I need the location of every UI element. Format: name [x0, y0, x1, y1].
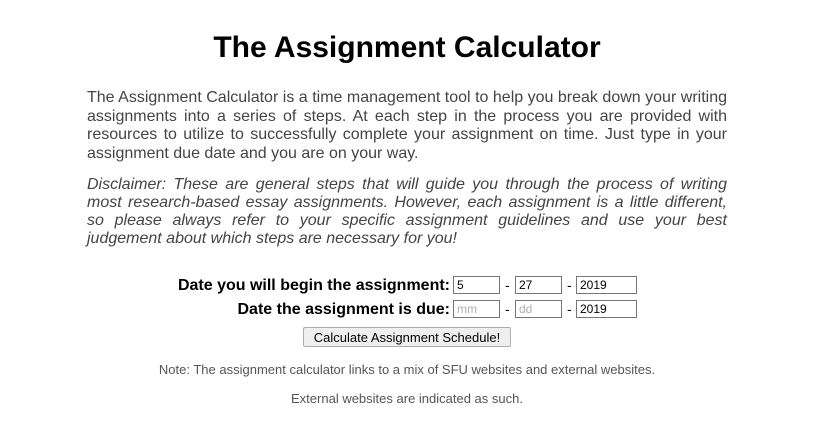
disclaimer-paragraph: Disclaimer: These are general steps that will guide you through the process of writing most research-based essay assignments. However, each assignment is a little different, so please always refer to your specific assignment guidelines and use your best judgement about which steps are necessary for you! [87, 176, 727, 247]
begin-date-label: Date you will begin the assignment: [177, 277, 450, 294]
date-separator: - [567, 277, 572, 293]
due-year-input[interactable] [576, 300, 637, 318]
due-day-input[interactable] [515, 300, 562, 318]
due-date-label: Date the assignment is due: [237, 301, 450, 318]
date-separator: - [505, 301, 510, 317]
date-separator: - [567, 301, 572, 317]
begin-date-row [0, 275, 814, 299]
begin-year-input[interactable] [576, 276, 637, 294]
external-links-note: External websites are indicated as such. [291, 391, 523, 406]
begin-month-input[interactable] [453, 276, 500, 294]
date-separator: - [505, 277, 510, 293]
page-title: The Assignment Calculator [213, 31, 601, 64]
begin-day-input[interactable] [515, 276, 562, 294]
calculate-schedule-button[interactable]: Calculate Assignment Schedule! [303, 327, 511, 347]
due-date-row [0, 299, 814, 323]
sfu-links-note: Note: The assignment calculator links to a mix of SFU websites and external websites. [158, 362, 656, 377]
intro-paragraph: The Assignment Calculator is a time management tool to help you break down your writing assignments into a series of steps. At each step in the process you are provided with resources to utilize to successfully complete your assignment on time. Just type in your assignment due date and you are on your way. [87, 89, 727, 162]
due-month-input[interactable] [453, 300, 500, 318]
